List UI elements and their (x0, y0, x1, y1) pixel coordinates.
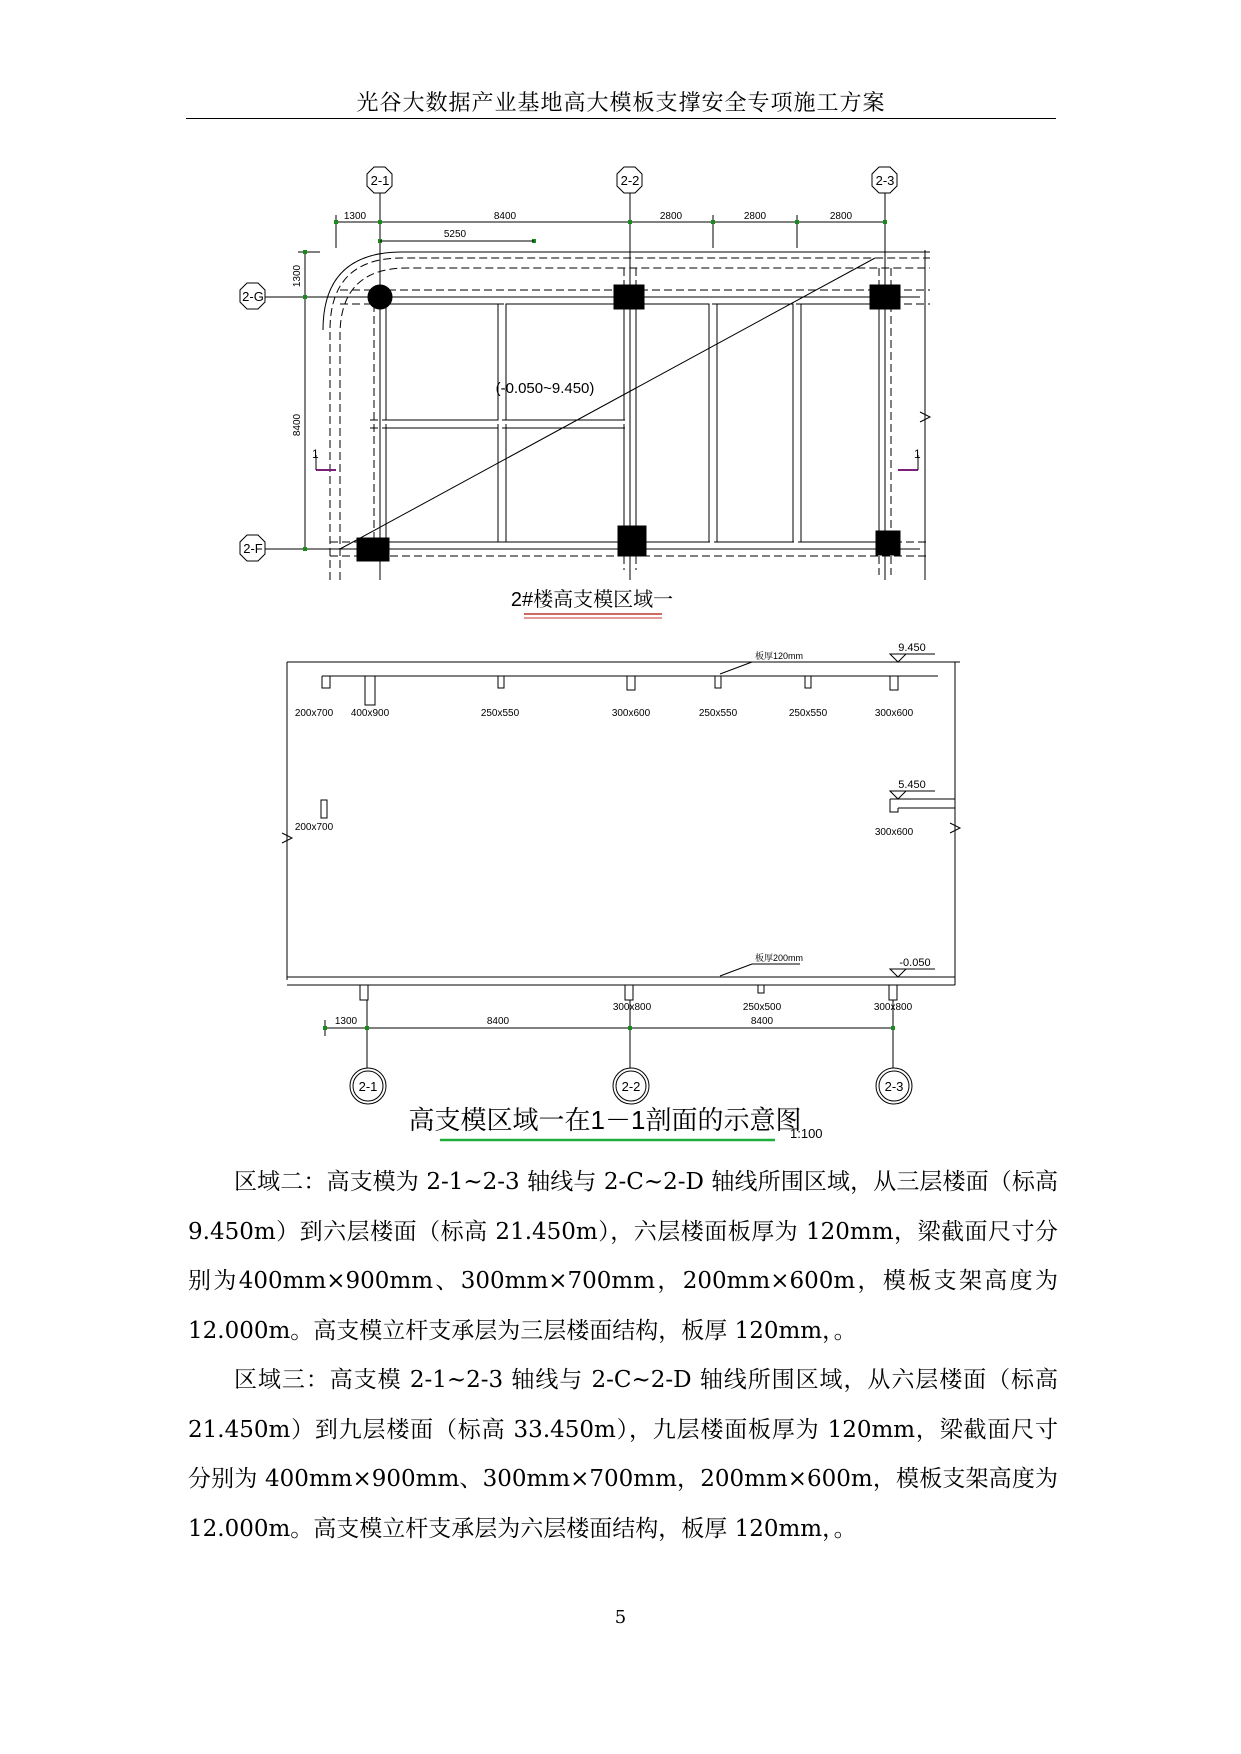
beam-size-label: 300x600 (874, 827, 914, 838)
column (357, 538, 389, 561)
slab-thickness-label: 板厚120mm (755, 651, 804, 661)
elevation-range-label: (-0.050~9.450) (495, 380, 595, 397)
axis-bubble-2-F (240, 535, 265, 561)
paragraph: 区域三：高支模 2-1~2-3 轴线与 2-C~2-D 轴线所围区域，从六层楼面（标高 21.450m）到九层楼面（标高 33.450m），九层楼面板厚为 120mm，梁截面尺寸分别为 400mm×900mm、300mm×700mm，200mm×600m，模板支架高度为 12.000m。高支模立杆支承层为六层楼面结构，板厚 120mm，。 (188, 1367, 1058, 1542)
section-axis-2-3 (876, 1068, 912, 1104)
axis-bubble-2-3 (872, 167, 897, 193)
plan-view (240, 167, 930, 618)
beam-size-label: 400x900 (350, 708, 390, 719)
column (614, 285, 644, 309)
section-axis-2-2 (613, 1068, 649, 1104)
axis-label: 2-3 (875, 173, 895, 188)
elevation-label: 5.450 (898, 779, 926, 791)
dim-text: 5250 (443, 229, 467, 240)
axis-label: 2-1 (370, 173, 390, 188)
dim-text: 2800 (659, 211, 683, 222)
column (870, 285, 900, 309)
section-mark: 1 (914, 447, 921, 461)
paragraph: 区域二：高支模为 2-1~2-3 轴线与 2-C~2-D 轴线所围区域，从三层楼面（标高 9.450m）到六层楼面（标高 21.450m），六层楼面板厚为 120mm，梁截面尺寸分别为400mm×900mm、300mm×700mm，200mm×600m，模板支架高度为12.000m。高支模立杆支承层为三层楼面结构，板厚 120mm，。 (188, 1169, 1058, 1344)
column (618, 526, 646, 556)
beam-size-label: 300x600 (874, 708, 914, 719)
dim-text: 8400 (292, 413, 303, 437)
beam-size-label: 300x800 (612, 1002, 652, 1013)
column (876, 531, 900, 555)
dim-text: 1300 (343, 211, 367, 222)
beam-size-label: 250x550 (698, 708, 738, 719)
axis-bubble-2-G (240, 283, 265, 309)
elevation-label: -0.050 (899, 957, 931, 969)
section-caption: 高支模区域一在1－1剖面的示意图 (408, 1105, 802, 1135)
page-header: 光谷大数据产业基地高大模板支撑安全专项施工方案 (356, 91, 886, 116)
dim-text: 8400 (486, 1016, 510, 1027)
beam-size-label: 300x600 (611, 708, 651, 719)
section-axis-2-1 (350, 1068, 386, 1104)
slab-thickness-label: 板厚200mm (755, 953, 804, 963)
section-scale: 1:100 (790, 1126, 823, 1141)
axis-label: 2-1 (358, 1079, 378, 1094)
beam-size-label: 200x700 (294, 822, 334, 833)
beam-size-label: 250x550 (788, 708, 828, 719)
axis-label: 2-2 (620, 173, 640, 188)
body-text (188, 1158, 1058, 1554)
axis-label: 2-2 (621, 1079, 641, 1094)
plan-caption: 2#楼高支模区域一 (510, 589, 674, 611)
elevation-label: 9.450 (898, 642, 926, 654)
axis-bubble-2-1 (367, 167, 392, 193)
dim-text: 2800 (743, 211, 767, 222)
axis-label: 2-F (243, 541, 263, 556)
axis-label: 2-3 (884, 1079, 904, 1094)
beam-size-label: 250x500 (742, 1002, 782, 1013)
axis-label: 2-G (242, 289, 264, 304)
column-round (368, 285, 392, 309)
dim-text: 8400 (750, 1016, 774, 1027)
page-number: 5 (614, 1607, 627, 1628)
axis-bubble-2-2 (617, 167, 642, 193)
beam-size-label: 300x800 (873, 1002, 913, 1013)
dim-text: 1300 (292, 264, 303, 288)
beam-size-label: 250x550 (480, 708, 520, 719)
beam-size-label: 200x700 (294, 708, 334, 719)
dim-text: 2800 (829, 211, 853, 222)
section-view (282, 642, 960, 1141)
section-mark: 1 (312, 447, 319, 461)
dim-text: 1300 (334, 1016, 358, 1027)
dim-text: 8400 (493, 211, 517, 222)
